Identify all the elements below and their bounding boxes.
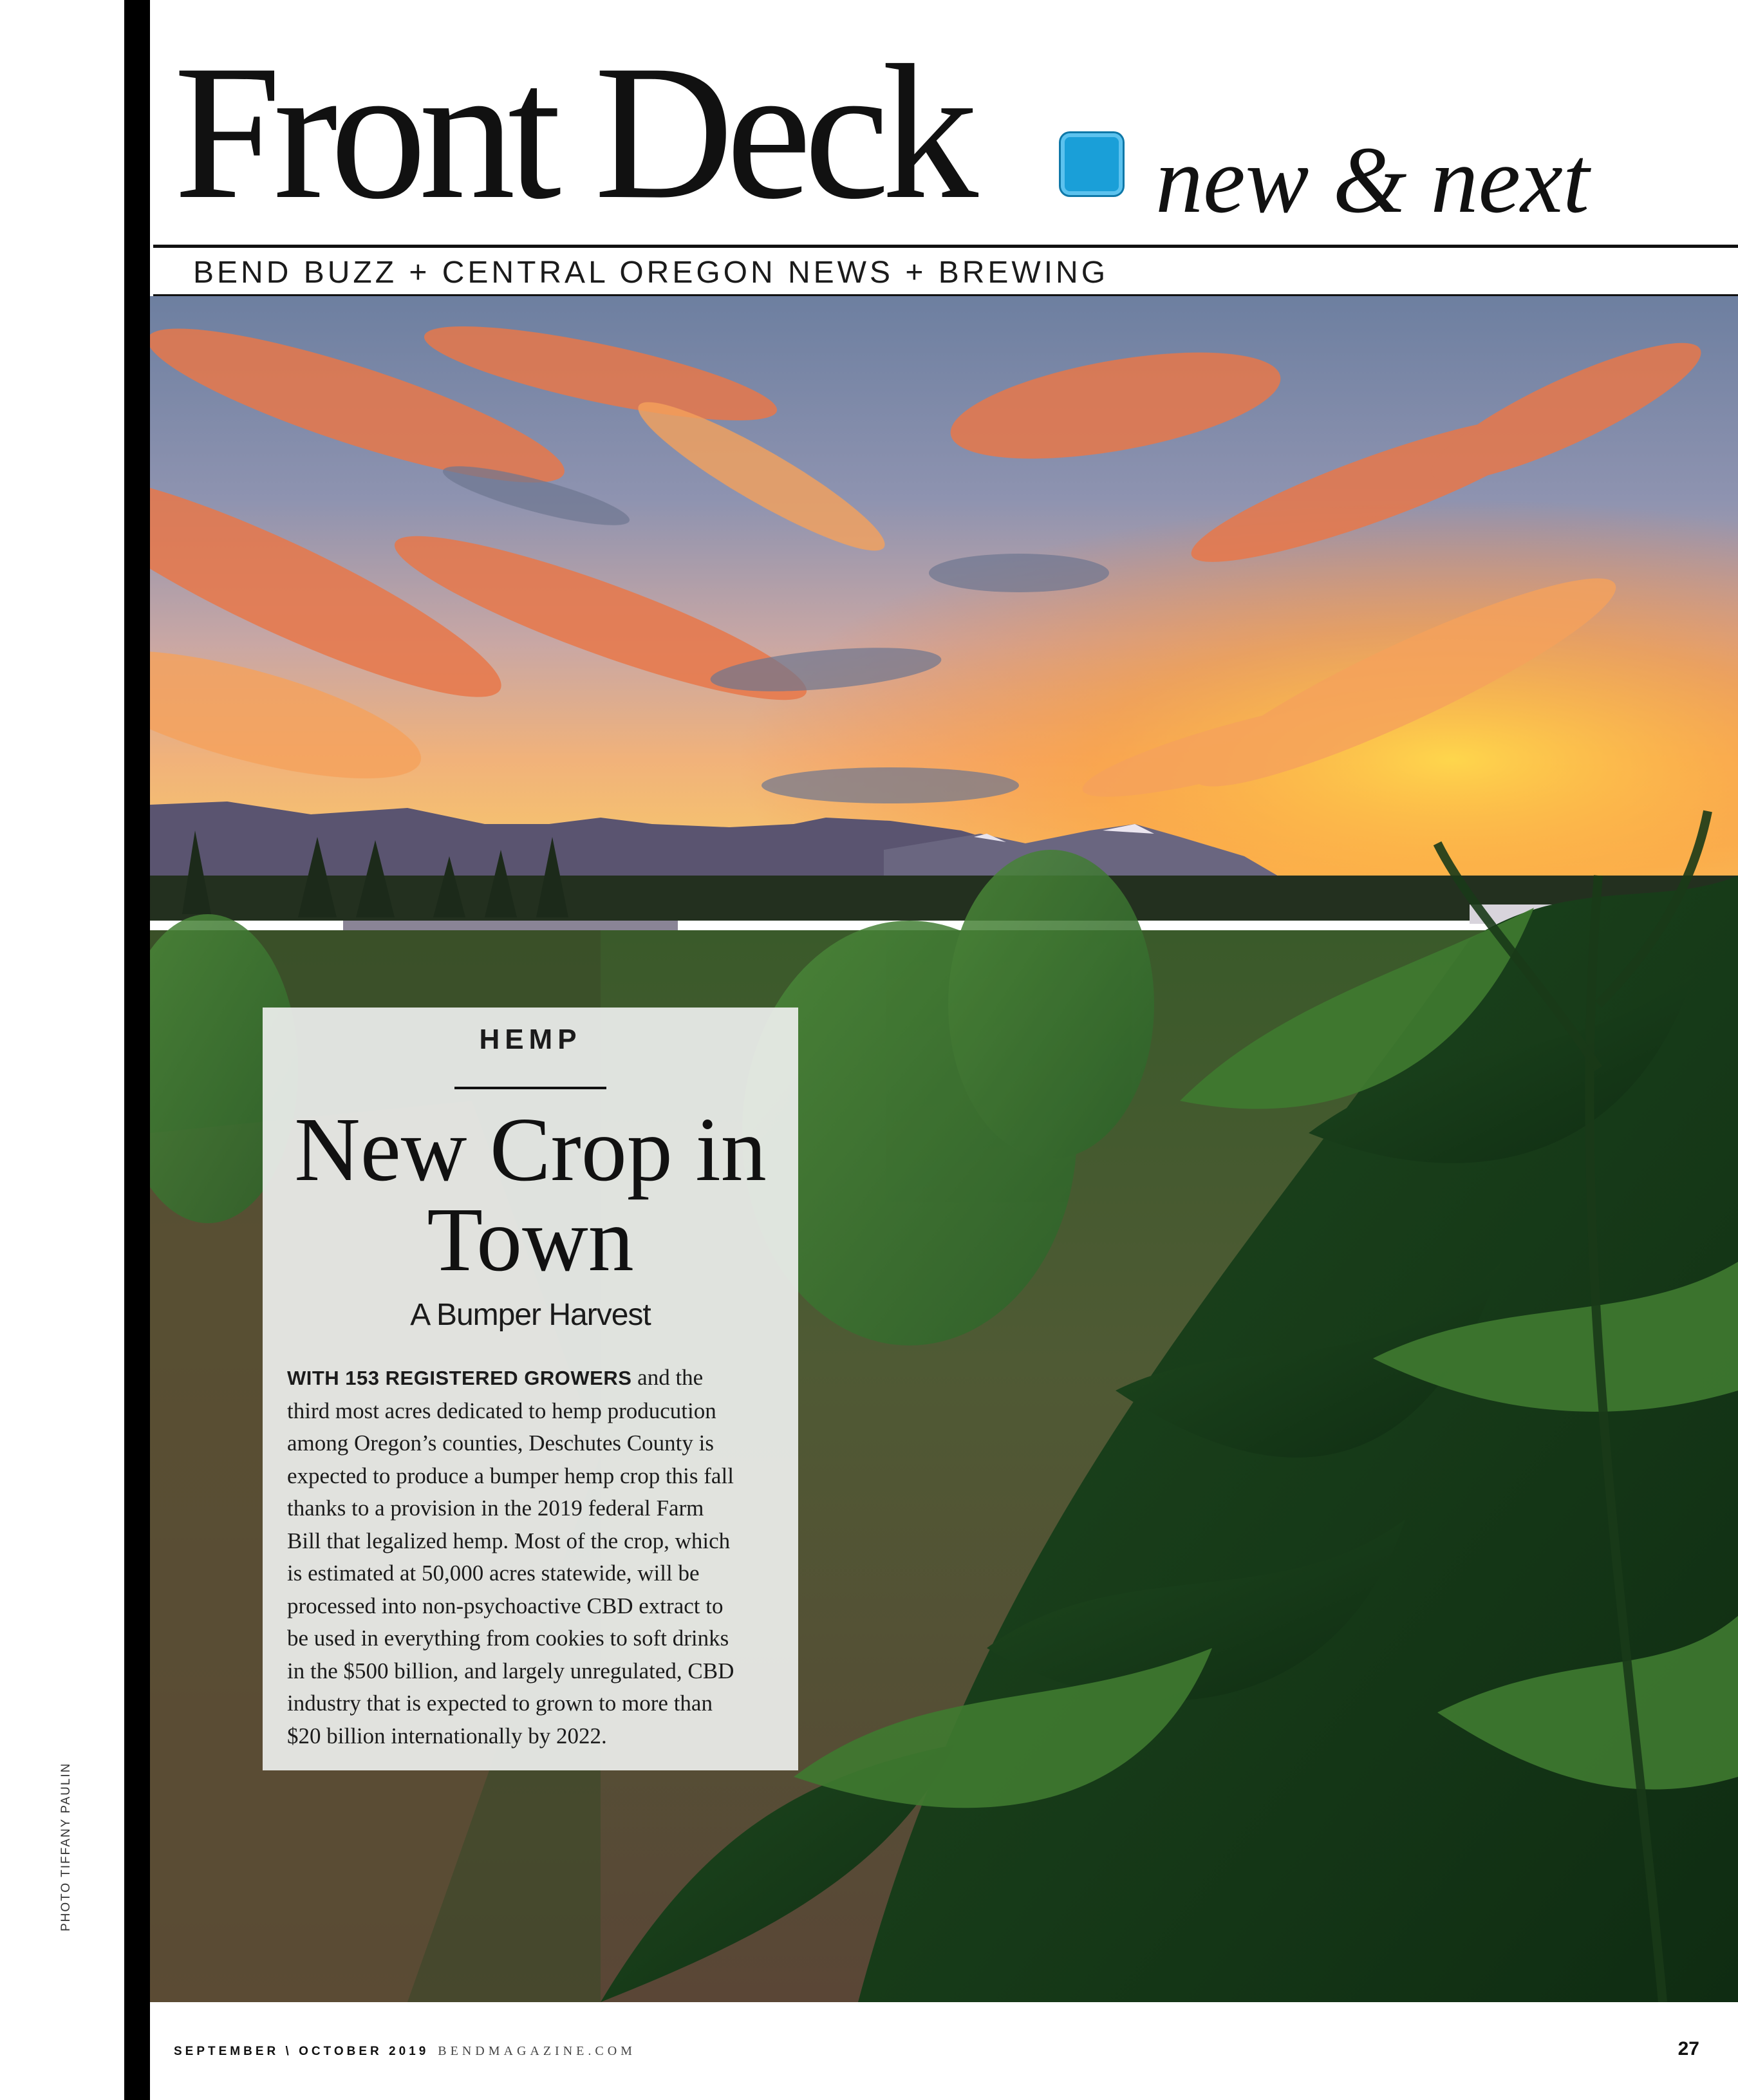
article-kicker: HEMP	[479, 1024, 582, 1055]
body-line: third most acres dedicated to hemp producution	[287, 1398, 716, 1423]
footer-date: SEPTEMBER \ OCTOBER 2019	[174, 2045, 429, 2058]
body-line: be used in everything from cookies to soft drinks	[287, 1626, 729, 1651]
body-line: thanks to a provision in the 2019 federal Farm	[287, 1495, 704, 1521]
masthead-square-icon	[1061, 133, 1123, 195]
page-number: 27	[1677, 2038, 1699, 2059]
body-line: $20 billion internationally by 2022.	[287, 1723, 607, 1748]
headline-line-2: Town	[427, 1188, 634, 1290]
left-edge-bar	[124, 0, 150, 2100]
body-line: processed into non-psychoactive CBD extract to	[287, 1593, 724, 1618]
body-line: Bill that legalized hemp. Most of the crop, which	[287, 1528, 731, 1553]
kicker-rule	[454, 1087, 606, 1089]
article-lead-in: WITH 153 REGISTERED GROWERS	[287, 1367, 632, 1389]
photo-credit: PHOTO TIFFANY PAULIN	[59, 1762, 73, 1931]
article-headline	[263, 1098, 798, 1290]
masthead	[174, 26, 1719, 238]
body-line: in the $500 billion, and largely unregulated, CBD	[287, 1658, 734, 1683]
body-line: industry that is expected to grown to more than	[287, 1691, 713, 1716]
article-card	[263, 1008, 798, 1770]
body-line: among Oregon’s counties, Deschutes County is	[287, 1430, 714, 1456]
body-line: expected to produce a bumper hemp crop this fall	[287, 1463, 734, 1488]
footer-site: BENDMAGAZINE.COM	[438, 2044, 636, 2058]
body-line: is estimated at 50,000 acres statewide, will be	[287, 1561, 700, 1586]
body-line: and the	[631, 1365, 704, 1390]
footer	[174, 2044, 636, 2059]
article-body	[287, 1362, 783, 1752]
masthead-rule-top	[153, 245, 1738, 248]
headline-line-1: New Crop in	[294, 1098, 767, 1200]
section-line: BEND BUZZ + CENTRAL OREGON NEWS + BREWING	[193, 256, 1109, 290]
masthead-tagline: new & next	[1155, 127, 1590, 233]
masthead-title: Front Deck	[174, 25, 971, 239]
article-subhead: A Bumper Harvest	[410, 1298, 651, 1332]
